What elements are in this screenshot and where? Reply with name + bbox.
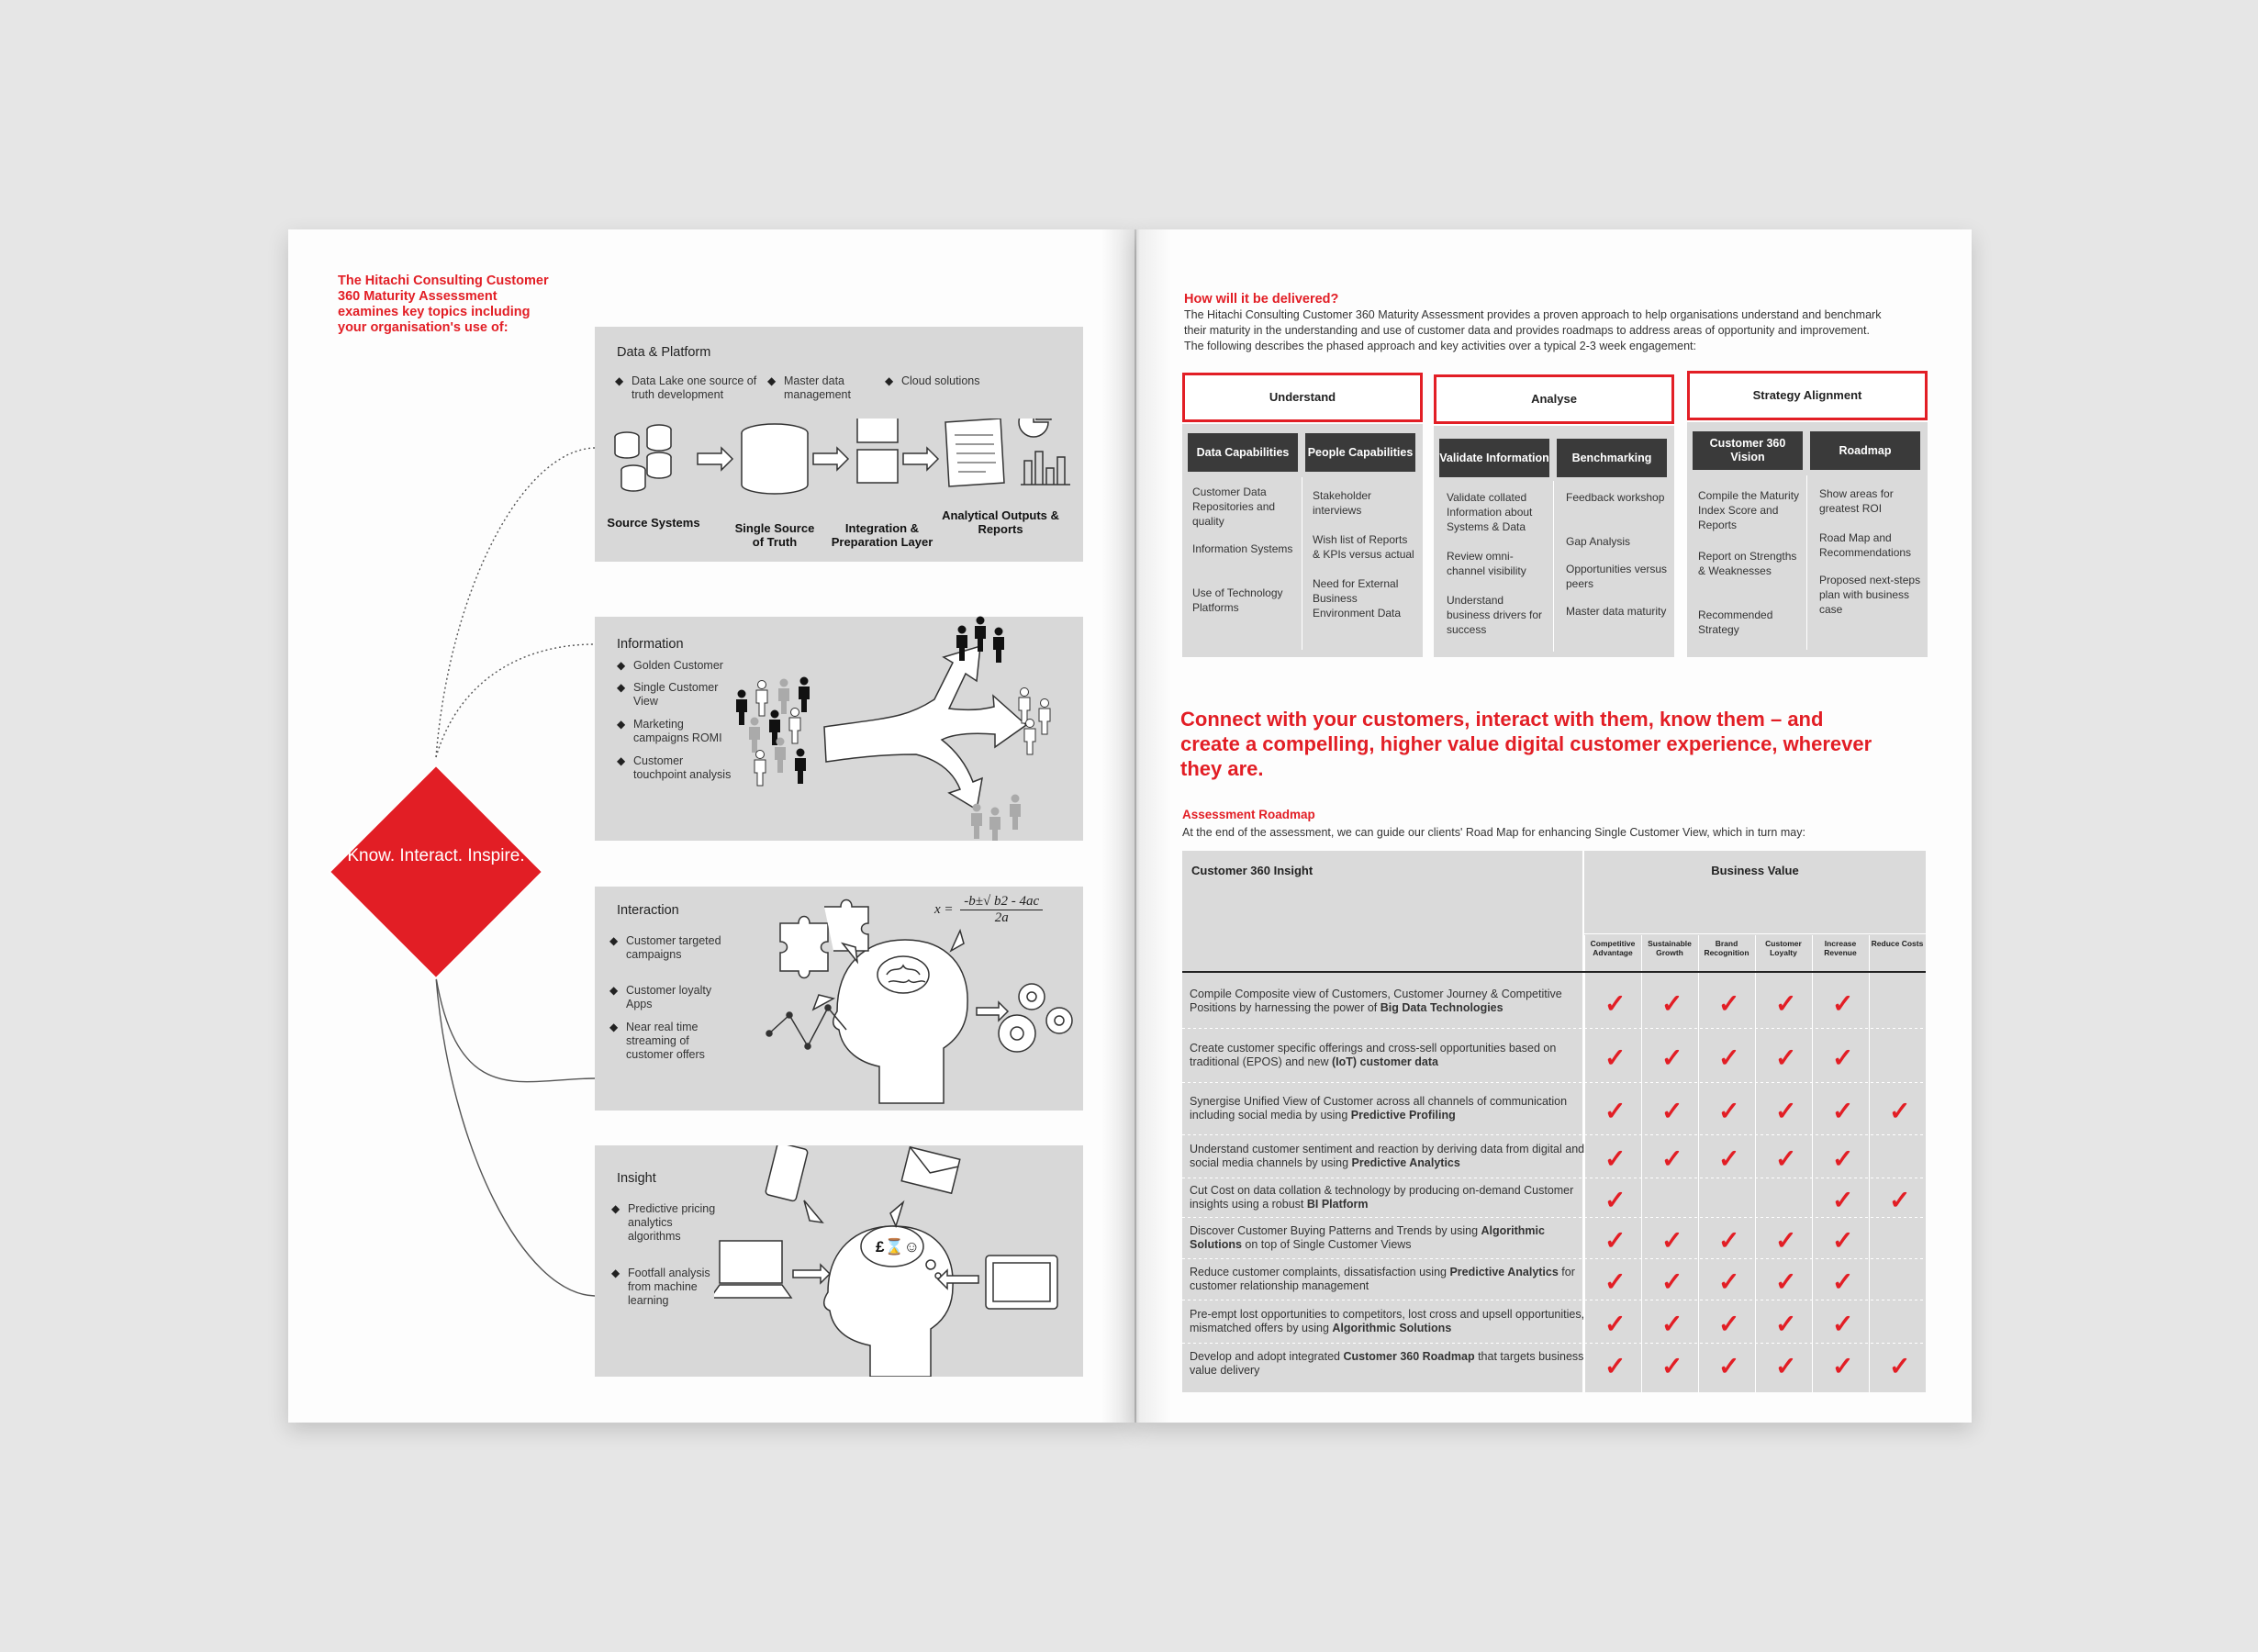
layers-icon	[857, 419, 898, 483]
diamond-shape	[328, 764, 544, 980]
subheader: Roadmap	[1810, 431, 1920, 470]
row-text	[1190, 1184, 1593, 1211]
value-col-header: Customer Loyalty	[1765, 939, 1802, 957]
subheader: Validate Information	[1439, 439, 1549, 477]
bullet-item: ◆ Single Customer View	[617, 681, 734, 709]
subheader: Data Capabilities	[1188, 433, 1298, 472]
table-row	[1182, 1029, 1926, 1083]
connector-interaction	[436, 977, 595, 1082]
check-mark-icon: ✓	[1604, 1351, 1626, 1380]
row-text-part: Create customer specific offerings and cross-sell opportunities based on traditional (EPOS) and new	[1190, 1041, 1557, 1068]
paragraph-line: The Hitachi Consulting Customer 360 Maturity Assessment provides a proven approach to help organisations understand and benchmark	[1184, 308, 1882, 321]
activity-item: Information Systems	[1192, 542, 1293, 555]
quadratic-formula	[934, 894, 1043, 926]
check-mark-icon: ✓	[1604, 1225, 1626, 1255]
row-text	[1190, 1143, 1593, 1170]
tablet-icon	[986, 1256, 1057, 1309]
activity-item: Wish list of Reports & KPIs versus actual	[1313, 533, 1414, 561]
check-mark-icon: ✓	[1604, 1309, 1626, 1338]
row-text-part: Cut Cost on data collation & technology by producing on-demand Customer insights using a robust	[1190, 1183, 1574, 1211]
activity-item: Feedback workshop	[1566, 491, 1665, 504]
check-mark-icon: ✓	[1718, 1096, 1740, 1125]
check-mark-icon: ✓	[1775, 1096, 1797, 1125]
subheader: Customer 360 Vision	[1693, 431, 1803, 470]
row-text-bold: Predictive Analytics	[1449, 1265, 1559, 1278]
check-mark-icon: ✓	[1604, 1144, 1626, 1173]
row-text-part: Pre-empt lost opportunities to competitors, lost cross and upsell opportunities, mismatched offers by using	[1190, 1307, 1585, 1334]
row-text-bold: Algorithmic Solutions	[1332, 1321, 1452, 1334]
check-mark-icon: ✓	[1661, 989, 1683, 1018]
value-col-header: Brand Recognition	[1704, 939, 1749, 957]
database-icon	[742, 424, 808, 494]
check-mark-icon: ✓	[1604, 1096, 1626, 1125]
check-mark-icon: ✓	[1832, 1096, 1854, 1125]
check-mark-icon: ✓	[1832, 1225, 1854, 1255]
bullet-item: ◆ Marketing campaigns ROMI	[617, 718, 734, 745]
activity-item: Review omni-channel visibility	[1447, 550, 1526, 577]
phase-body-understand	[1182, 424, 1423, 657]
activity-item: Understand business drivers for success	[1447, 594, 1543, 636]
check-mark-icon: ✓	[1775, 1225, 1797, 1255]
row-text-part: for customer relationship management	[1190, 1265, 1575, 1292]
activity-item: Proposed next-steps plan with business case	[1819, 574, 1921, 616]
row-text-part: that targets business value delivery	[1190, 1349, 1584, 1377]
check-mark-icon: ✓	[1604, 1267, 1626, 1296]
table-row	[1182, 1218, 1926, 1259]
arrow-right-icon	[813, 448, 848, 470]
check-mark-icon: ✓	[1832, 989, 1854, 1018]
arrow-right-icon	[903, 448, 938, 470]
check-mark-icon: ✓	[1718, 1225, 1740, 1255]
caption-single-source: Single Source of Truth	[734, 521, 815, 549]
table-row	[1182, 1259, 1926, 1300]
check-mark-icon: ✓	[1775, 1144, 1797, 1173]
caption-source-systems: Source Systems	[607, 516, 700, 530]
row-text-bold: BI Platform	[1306, 1197, 1369, 1211]
row-text	[1190, 1308, 1593, 1335]
bullet-item: ◆ Customer targeted campaigns	[609, 934, 727, 962]
reports-icon	[945, 419, 1070, 486]
check-mark-icon: ✓	[1661, 1309, 1683, 1338]
table-row	[1182, 1300, 1926, 1344]
phase-header-strategy: Strategy Alignment	[1687, 371, 1928, 420]
phase-header-analyse: Analyse	[1434, 374, 1674, 424]
check-mark-icon: ✓	[1661, 1096, 1683, 1125]
laptop-icon	[714, 1241, 791, 1298]
row-text-part: Develop and adopt integrated	[1190, 1349, 1344, 1363]
row-text-part: Discover Customer Buying Patterns and Trends by using	[1190, 1223, 1481, 1237]
customer-segmentation-illustration	[723, 589, 1083, 841]
source-systems-icon	[615, 425, 671, 491]
value-header-rule	[1584, 933, 1926, 934]
row-text	[1190, 988, 1593, 1015]
check-mark-icon: ✓	[1775, 1309, 1797, 1338]
panel-data-platform	[595, 327, 1083, 562]
panel-insight	[595, 1145, 1083, 1377]
arrow-right-icon	[977, 1002, 1008, 1021]
row-text	[1190, 1224, 1593, 1252]
subheader: Benchmarking	[1557, 439, 1667, 477]
arrow-right-icon	[793, 1265, 830, 1283]
row-text-part: on top of Single Customer Views	[1241, 1237, 1412, 1251]
check-mark-icon: ✓	[1661, 1144, 1683, 1173]
currency-time-symbols: £⌛☺	[876, 1238, 920, 1256]
check-mark-icon: ✓	[1661, 1267, 1683, 1296]
table-row	[1182, 1135, 1926, 1178]
row-text	[1190, 1095, 1593, 1122]
bullet-item: ◆ Predictive pricing analytics algorithms	[611, 1202, 720, 1244]
check-mark-icon: ✓	[1604, 1043, 1626, 1072]
panel-title: Insight	[617, 1171, 656, 1186]
panel-title: Data & Platform	[617, 345, 711, 360]
split-arrow-icon	[824, 646, 1026, 809]
insight-illustration	[714, 1145, 1083, 1377]
row-text-part: Synergise Unified View of Customer across all channels of communication including social media by using	[1190, 1094, 1568, 1122]
row-text	[1190, 1266, 1593, 1293]
delivered-heading: How will it be delivered?	[1184, 292, 1339, 307]
row-text	[1190, 1350, 1593, 1378]
roadmap-intro: At the end of the assessment, we can guide our clients' Road Map for enhancing Single Customer View, which in turn may:	[1182, 826, 1805, 839]
delivered-paragraph	[1184, 307, 1918, 354]
table-row	[1182, 1178, 1926, 1218]
bullet-item: ◆ Near real time streaming of customer offers	[609, 1021, 727, 1062]
header-rule	[1182, 971, 1926, 973]
formula-numerator: -b±√ b2 - 4ac	[960, 894, 1043, 910]
activity-item: Stakeholder interviews	[1313, 489, 1372, 517]
activity-item: Compile the Maturity Index Score and Reports	[1698, 489, 1800, 531]
arrow-icon	[804, 1200, 822, 1222]
check-mark-icon: ✓	[1832, 1351, 1854, 1380]
bullet-item: ◆ Customer touchpoint analysis	[617, 754, 734, 782]
value-col-header: Increase Revenue	[1824, 939, 1857, 957]
data-flow-illustration	[595, 419, 1083, 519]
panel-title: Information	[617, 637, 684, 652]
check-mark-icon: ✓	[1604, 989, 1626, 1018]
connect-statement: Connect with your customers, interact with them, know them – and create a compelling, higher value digital customer experience, wherever they are.	[1180, 708, 1872, 780]
bullet-item: ◆ Customer loyalty Apps	[609, 984, 727, 1011]
brain-icon	[877, 956, 929, 993]
phase-header-understand: Understand	[1182, 373, 1423, 422]
check-mark-icon: ✓	[1661, 1225, 1683, 1255]
column-divider	[1553, 481, 1554, 652]
check-mark-icon: ✓	[1889, 1351, 1911, 1380]
check-mark-icon: ✓	[1775, 1267, 1797, 1296]
activity-item: Report on Strengths & Weaknesses	[1698, 550, 1797, 577]
row-text-bold: Predictive Analytics	[1351, 1155, 1460, 1169]
activity-item: Gap Analysis	[1566, 535, 1631, 548]
caption-analytical-outputs: Analytical Outputs & Reports	[942, 508, 1059, 536]
arrow-left-icon	[938, 1270, 978, 1289]
value-col-header: Reduce Costs	[1871, 939, 1924, 948]
row-text-bold: Predictive Profiling	[1350, 1108, 1456, 1122]
intro-text: The Hitachi Consulting Customer 360 Maturity Assessment examines key topics including your organisation's use of:	[338, 273, 549, 335]
row-text-part: Reduce customer complaints, dissatisfaction using	[1190, 1265, 1450, 1278]
check-mark-icon: ✓	[1832, 1267, 1854, 1296]
formula-denominator: 2a	[994, 910, 1009, 925]
panel-interaction	[595, 887, 1083, 1111]
check-mark-icon: ✓	[1718, 989, 1740, 1018]
mail-icon	[901, 1147, 960, 1193]
customer-crowd-icon	[736, 677, 810, 787]
activity-item: Master data maturity	[1566, 605, 1667, 618]
check-mark-icon: ✓	[1832, 1309, 1854, 1338]
value-col-header: Sustainable Growth	[1648, 939, 1692, 957]
row-text	[1190, 1042, 1593, 1069]
subheader: People Capabilities	[1305, 433, 1415, 472]
phase-body-strategy	[1687, 422, 1928, 657]
connector-insight	[436, 977, 595, 1296]
check-mark-icon: ✓	[1718, 1144, 1740, 1173]
panel-title: Interaction	[617, 903, 679, 918]
col-header-insight: Customer 360 Insight	[1191, 864, 1313, 877]
caption-integration: Integration & Preparation Layer	[831, 521, 933, 549]
check-mark-icon: ✓	[1775, 1043, 1797, 1072]
row-text-bold: Algorithmic Solutions	[1190, 1223, 1545, 1251]
formula-lhs: x =	[934, 901, 954, 917]
phase-body-analyse	[1434, 426, 1674, 657]
check-mark-icon: ✓	[1775, 1351, 1797, 1380]
check-mark-icon: ✓	[1718, 1351, 1740, 1380]
activity-item: Customer Data Repositories and quality	[1192, 486, 1276, 528]
activity-item: Validate collated Information about Systems & Data	[1447, 491, 1533, 533]
activity-item: Road Map and Recommendations	[1819, 531, 1912, 559]
paragraph-line: The following describes the phased approach and key activities over a typical 2-3 week engagement:	[1184, 340, 1696, 352]
roadmap-heading: Assessment Roadmap	[1182, 808, 1315, 821]
col-header-business-value: Business Value	[1711, 864, 1799, 877]
row-text-part: Compile Composite view of Customers, Customer Journey & Competitive Positions by harnessing the power of	[1190, 988, 1562, 1014]
value-col-header: Competitive Advantage	[1590, 939, 1636, 957]
check-mark-icon: ✓	[1718, 1043, 1740, 1072]
arrow-icon	[890, 1202, 903, 1226]
check-mark-icon: ✓	[1775, 989, 1797, 1018]
row-text-part: Understand customer sentiment and reaction by deriving data from digital and social media channels by using	[1190, 1142, 1585, 1169]
check-mark-icon: ✓	[1604, 1185, 1626, 1214]
activity-item: Opportunities versus peers	[1566, 563, 1668, 590]
check-mark-icon: ✓	[1889, 1185, 1911, 1214]
activity-item: Use of Technology Platforms	[1192, 586, 1283, 614]
check-mark-icon: ✓	[1661, 1043, 1683, 1072]
tagline: Know. Interact. Inspire.	[347, 846, 525, 865]
gears-icon	[999, 984, 1072, 1052]
row-text-bold: Big Data Technologies	[1380, 1001, 1503, 1014]
check-mark-icon: ✓	[1718, 1267, 1740, 1296]
column-divider	[1806, 475, 1807, 650]
check-mark-icon: ✓	[1832, 1144, 1854, 1173]
connector-information	[436, 644, 595, 757]
phone-icon	[765, 1145, 808, 1201]
activity-item: Need for External Business Environment Data	[1313, 577, 1402, 620]
arrow-icon	[951, 931, 964, 951]
check-mark-icon: ✓	[1661, 1351, 1683, 1380]
activity-item: Recommended Strategy	[1698, 608, 1773, 636]
check-mark-icon: ✓	[1832, 1043, 1854, 1072]
bullet-item: ◆ Golden Customer	[617, 659, 743, 673]
arrow-right-icon	[698, 448, 732, 470]
table-row	[1182, 976, 1926, 1029]
row-text-bold: Customer 360 Roadmap	[1343, 1349, 1475, 1363]
check-mark-icon: ✓	[1718, 1309, 1740, 1338]
bullet-item: ◆ Footfall analysis from machine learning	[611, 1267, 720, 1308]
bullet-item: ◆ Data Lake one source of truth development	[615, 374, 760, 402]
table-row	[1182, 1083, 1926, 1135]
table-row	[1182, 1344, 1926, 1385]
bullet-item: ◆ Cloud solutions	[885, 374, 1021, 388]
paragraph-line: their maturity in the understanding and use of customer data and provides roadmaps to address areas of opportunity and improvement.	[1184, 324, 1870, 337]
activity-item: Show areas for greatest ROI	[1819, 487, 1894, 515]
row-text-bold: (IoT) customer data	[1331, 1055, 1438, 1068]
bullet-item: ◆ Master data management	[767, 374, 885, 402]
check-mark-icon: ✓	[1832, 1185, 1854, 1214]
check-mark-icon: ✓	[1889, 1096, 1911, 1125]
panel-information	[595, 617, 1083, 841]
roadmap-table	[1182, 851, 1926, 1392]
connector-data-platform	[436, 448, 595, 757]
